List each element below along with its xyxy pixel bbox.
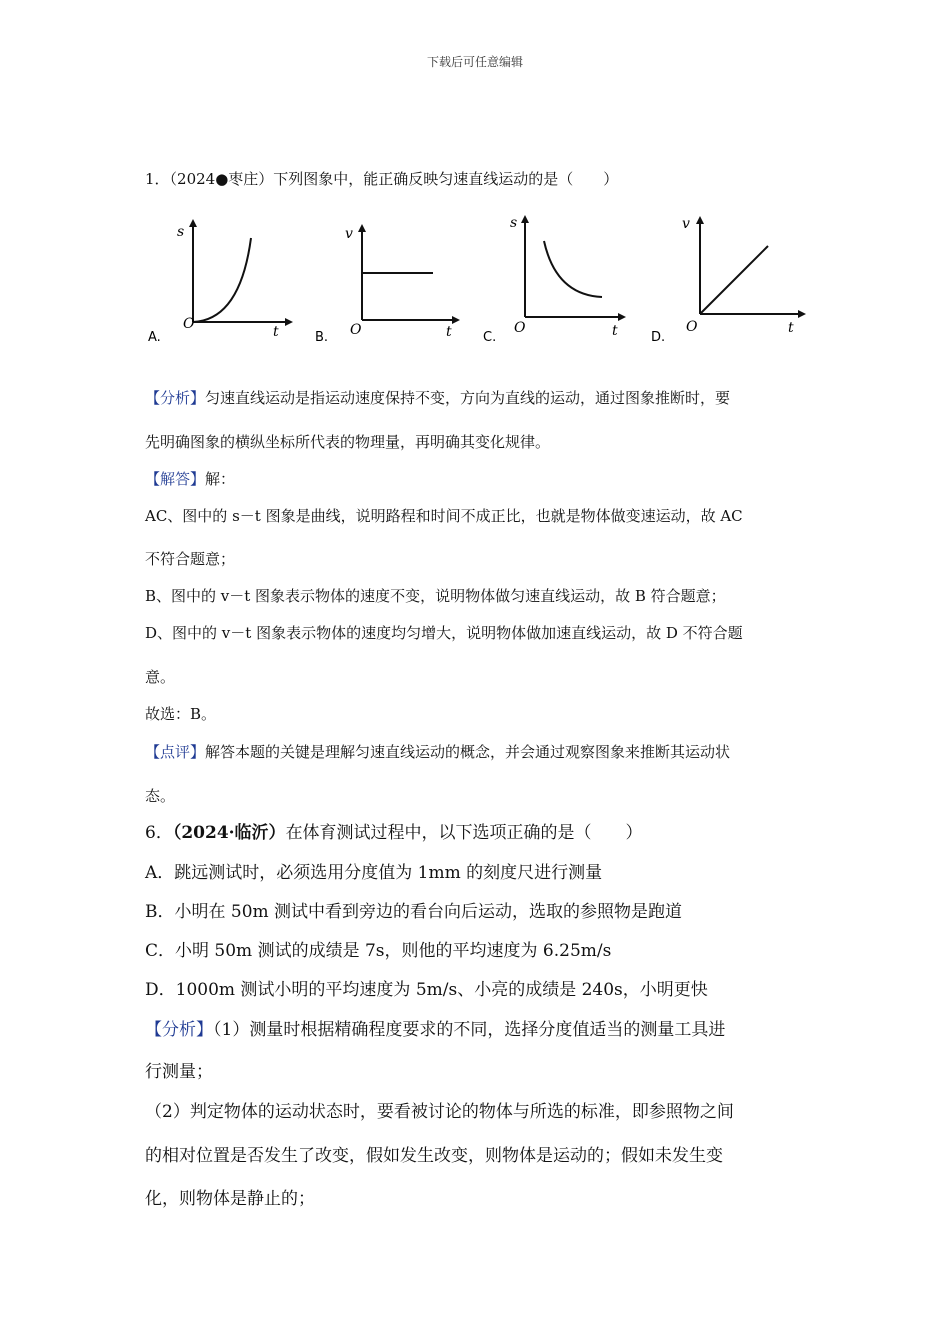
q6-analysis-line-1 [145,1015,725,1040]
q1-comment-tag: 【点评】 [145,743,206,761]
graph-d [648,208,808,345]
q1-answer-ac-1: AC、图中的 s－t 图象是曲线，说明路程和时间不成正比，也就是物体做变速运动，故 AC [145,507,743,525]
q1-answer-head: 解： [205,470,236,488]
q1-answer-d-2: 意。 [145,668,176,686]
q6-source: （2024·临沂） [172,823,286,843]
q6-analysis-line-5: 化，则物体是静止的； [145,1189,315,1209]
graph-a-origin: O [183,316,195,332]
page-header: 下载后可任意编辑 [426,55,523,69]
q1-answer-ac-2: 不符合题意； [145,550,236,568]
graph-a-y-label: s [177,224,185,240]
q1-comment-line-1 [145,741,730,762]
graph-d-curve [700,246,768,314]
graph-d-origin: O [686,319,698,335]
q6-analysis-tag: 【分析】 [145,1020,213,1040]
q6-option-a: A．跳远测试时，必须选用分度值为 1mm 的刻度尺进行测量 [145,863,603,883]
graph-d-x-label: t [788,320,794,336]
graph-d-y-label: v [682,216,690,232]
graph-b [312,210,462,345]
graph-a-curve [193,238,251,322]
graph-c-y-label: s [510,215,518,231]
graph-c-x-label: t [612,323,618,339]
q6-stem: 在体育测试过程中，以下选项正确的是（ ） [285,823,643,843]
graph-a-x-label: t [273,324,279,340]
q6-option-c: C．小明 50m 测试的成绩是 7s，则他的平均速度为 6.25m/s [145,941,612,961]
graph-b-origin: O [350,322,362,338]
q1-answer-line [145,468,235,489]
q1-stem: 1．（2024●枣庄）下列图象中，能正确反映匀速直线运动的是（ ） [145,170,619,188]
q6-analysis-line-4: 的相对位置是否发生了改变，假如发生改变，则物体是运动的；假如未发生变 [145,1146,723,1166]
graph-c-origin: O [514,320,526,336]
graph-b-y-label: v [345,226,353,242]
q1-choice: 故选：B。 [145,705,217,723]
graph-c-curve [544,241,602,297]
graph-a [145,210,295,345]
q6-analysis-line-3: （2）判定物体的运动状态时，要看被讨论的物体与所选的标准，即参照物之间 [145,1102,734,1122]
graph-b-x-label: t [446,324,452,340]
graph-d-label: D. [651,330,666,345]
graph-b-label: B. [315,330,329,345]
q1-comment-line-2: 态。 [145,787,176,805]
q1-analysis-tag: 【分析】 [145,389,206,407]
q1-comment-text-1: 解答本题的关键是理解匀速直线运动的概念，并会通过观察图象来推断其运动状 [205,743,731,761]
q6-analysis-text-1: （1）测量时根据精确程度要求的不同，选择分度值适当的测量工具进 [213,1020,726,1040]
q1-answer-d-1: D、图中的 v－t 图象表示物体的速度均匀增大，说明物体做加速直线运动，故 D 不符合题 [145,624,743,642]
graph-a-label: A. [148,330,161,345]
graph-c [480,205,630,345]
graph-c-label: C. [483,330,497,345]
q1-analysis-line-2: 先明确图象的横纵坐标所代表的物理量，再明确其变化规律。 [145,433,551,451]
q6-option-d: D．1000m 测试小明的平均速度为 5m/s、小亮的成绩是 240s，小明更快 [145,980,708,1000]
q6-analysis-line-2: 行测量； [145,1062,213,1082]
q1-answer-tag: 【解答】 [145,470,206,488]
q1-analysis-line-1 [145,387,730,408]
q1-answer-b: B、图中的 v－t 图象表示物体的速度不变，说明物体做匀速直线运动，故 B 符合题意； [145,587,726,605]
q6-number: 6． [145,823,173,843]
q6-option-b: B．小明在 50m 测试中看到旁边的看台向后运动，选取的参照物是跑道 [145,902,683,922]
q1-analysis-text-1: 匀速直线运动是指运动速度保持不变，方向为直线的运动，通过图象推断时，要 [205,389,731,407]
q6-stem-line [145,818,643,843]
